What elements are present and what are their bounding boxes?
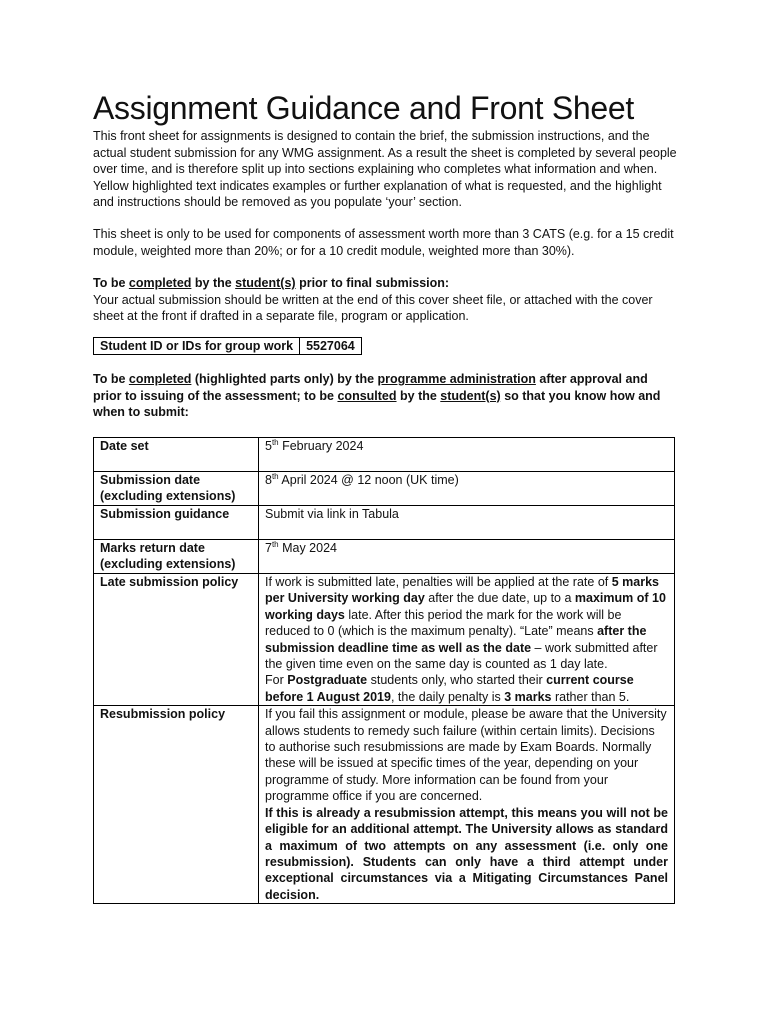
student-section (93, 275, 678, 325)
page-title: Assignment Guidance and Front Sheet (93, 90, 634, 126)
table-row (94, 472, 675, 506)
table-row (94, 540, 675, 574)
late-policy-label: Late submission policy (94, 574, 259, 706)
submission-date-value: 8th April 2024 @ 12 noon (UK time) (259, 472, 675, 506)
date-set-value: 5th February 2024 (259, 438, 675, 472)
submission-date-label: Submission date (excluding extensions) (94, 472, 259, 506)
resubmission-policy-value: If you fail this assignment or module, please be aware that the University allows students to remedy such failure (within certain limits). Decisions to authorise such resubmissions are made by Exam Boards. Normally these will be issued at specific times of the year, depending on your programme of study. More information can be found from your programme office if you are concerned. If this is already a resubmission attempt, this means you will not be eligible for an additional attempt. The University allows as standard a maximum of two attempts on any assessment (i.e. only one resubmission). Students can only have a third attempt under exceptional circumstances via a Mitigating Circumstances Panel decision. (259, 706, 675, 904)
table-row (94, 506, 675, 540)
student-id-value[interactable]: 5527064 (300, 338, 362, 355)
table-row (94, 574, 675, 706)
submission-guidance-label: Submission guidance (94, 506, 259, 540)
usage-paragraph: This sheet is only to be used for components of assessment worth more than 3 CATS (e.g. for a 15 credit module, weighted more than 20%; or for a 10 credit module, weighted more than 30%). (93, 227, 674, 258)
table-row (94, 706, 675, 904)
date-set-label: Date set (94, 438, 259, 472)
admin-section-heading: To be completed (highlighted parts only) by the programme administration after approval and prior to issuing of the assessment; to be consulted by the student(s) so that you know how and when to submit: (93, 372, 661, 419)
marks-return-label: Marks return date (excluding extensions) (94, 540, 259, 574)
student-id-label: Student ID or IDs for group work (94, 338, 300, 355)
student-id-table (93, 337, 362, 355)
submission-guidance-value: Submit via link in Tabula (259, 506, 675, 540)
student-section-heading: To be completed by the student(s) prior to final submission: (93, 276, 450, 290)
resubmission-policy-label: Resubmission policy (94, 706, 259, 904)
intro-paragraph: This front sheet for assignments is designed to contain the brief, the submission instructions, and the actual student submission for any WMG assignment. As a result the sheet is completed by several people over time, and is therefore split up into sections explaining who completes what information and when. Yellow highlighted text indicates examples or further explanation of what is requested, and the highlight and instructions should be removed as you populate ‘your’ section. (93, 129, 677, 209)
student-section-body: Your actual submission should be written at the end of this cover sheet file, or attached with the cover sheet at the front if drafted in a separate file, program or application. (93, 292, 653, 323)
assessment-info-table (93, 437, 675, 904)
table-row (94, 438, 675, 472)
late-policy-value: If work is submitted late, penalties will be applied at the rate of 5 marks per University working day after the due date, up to a maximum of 10 working days late. After this period the mark for the work will be reduced to 0 (which is the maximum penalty). “Late” means after the submission deadline time as well as the date – work submitted after the given time even on the same day is counted as 1 day late. For Postgraduate students only, who started their current course before 1 August 2019, the daily penalty is 3 marks rather than 5. (259, 574, 675, 706)
marks-return-value: 7th May 2024 (259, 540, 675, 574)
